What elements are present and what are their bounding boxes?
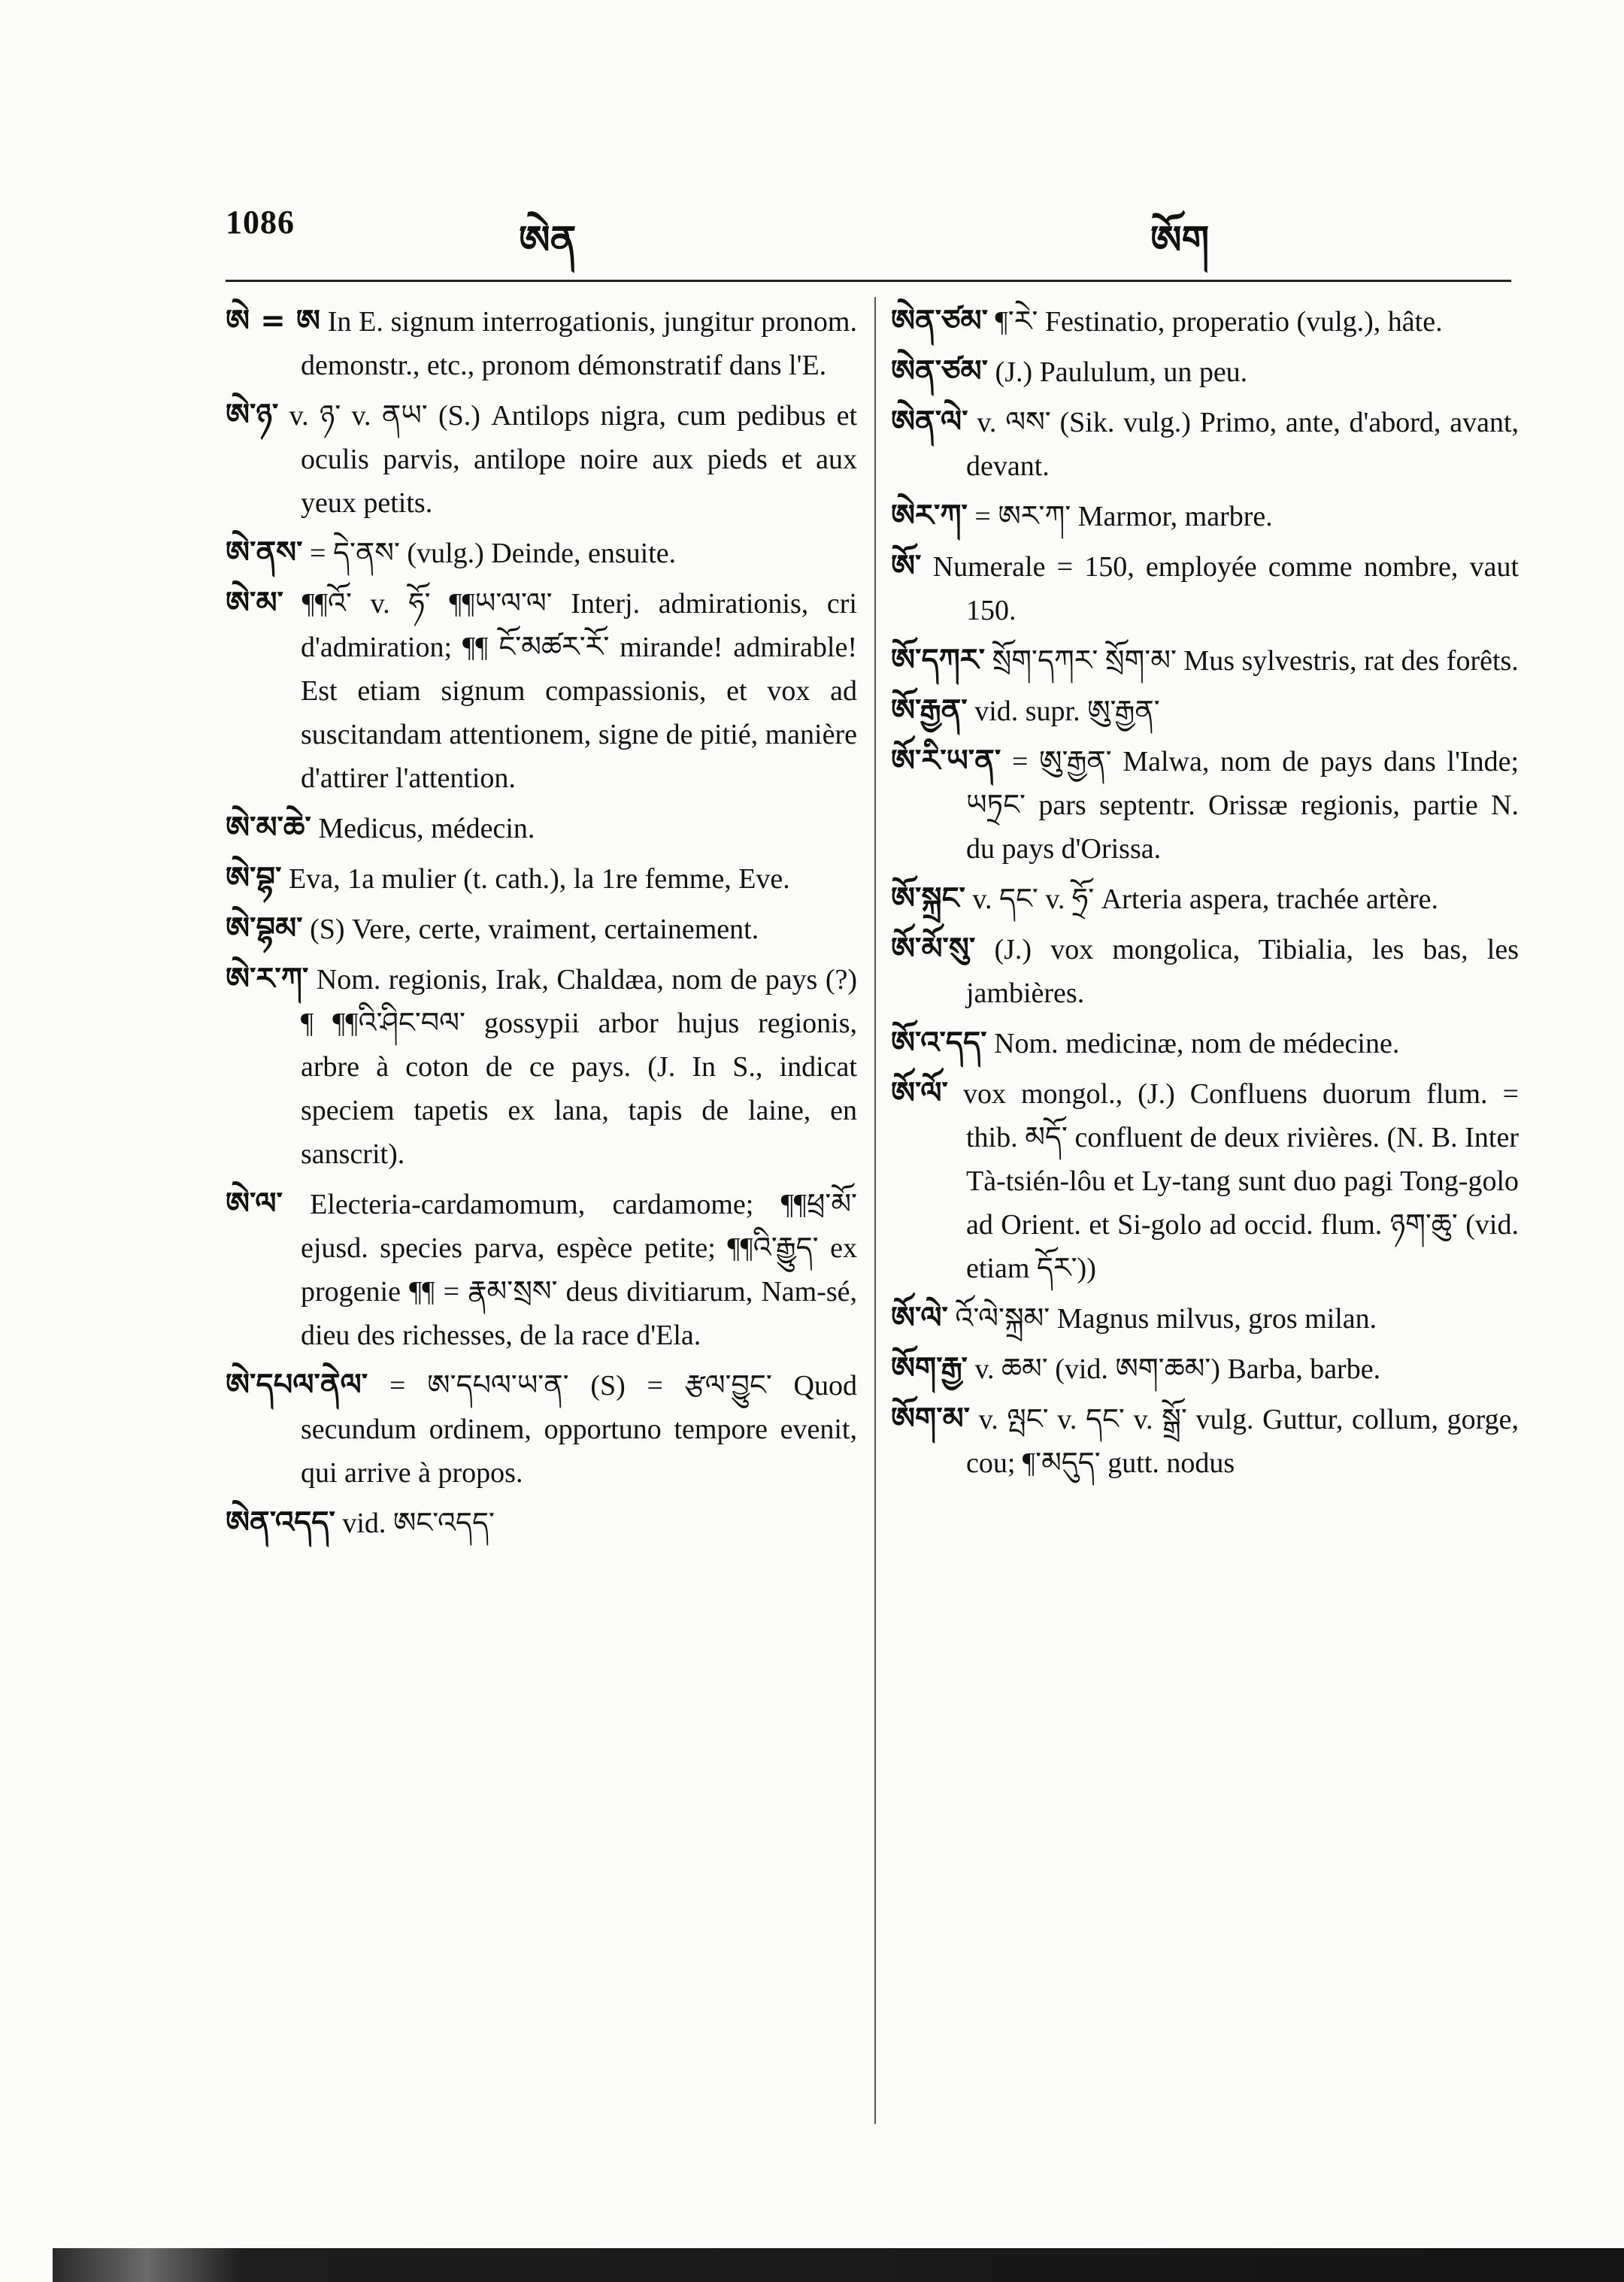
entry-headword: ཨེན་ཙམ་: [891, 354, 989, 389]
dictionary-entry: [891, 400, 1519, 488]
entry-definition: = ཨར་ཀ་ Marmor, marbre.: [974, 501, 1273, 532]
dictionary-entry: [226, 856, 857, 901]
entry-definition: v. ལྤང་ v. དང་ v. སྒྲོ་ vulg. Guttur, collum, gorge, cou; ¶་མདུད་ gutt. nodus: [966, 1404, 1519, 1479]
entry-definition: v. དང་ v. ཧྲོ་ Arteria aspera, trachée artère.: [972, 883, 1439, 915]
entry-headword: ཨེན་ལེ་: [891, 405, 968, 439]
entry-headword: ཨེ་མ་ཆེ་: [226, 811, 311, 845]
entry-headword: ཨེ་ཉ་: [226, 398, 279, 432]
dictionary-entry: [226, 393, 857, 525]
entry-definition: འོ་ལེ་སྐྲམ་ Magnus milvus, gros milan.: [955, 1303, 1377, 1335]
entry-headword: ཨེ་བྷམ་: [226, 911, 303, 946]
entry-headword: ཨོ་ལེ་: [891, 1301, 948, 1335]
dictionary-entry: [891, 1296, 1519, 1341]
dictionary-entry: [891, 1397, 1519, 1485]
left-column: [226, 299, 857, 1551]
dictionary-entry: [226, 806, 857, 850]
dictionary-entry: [891, 877, 1519, 921]
entry-headword: ཨོ་རྒྱན་: [891, 693, 968, 728]
dictionary-entry: [891, 350, 1519, 394]
entry-definition: Numerale = 150, employée comme nombre, vaut 150.: [932, 551, 1519, 626]
dictionary-entry: [891, 689, 1519, 733]
entry-headword: ཨོ་འ་དད་: [891, 1026, 987, 1060]
dictionary-entry: [891, 299, 1519, 344]
header-rule: [226, 280, 1511, 282]
dictionary-entry: [891, 638, 1519, 683]
dictionary-entry: [226, 1363, 857, 1495]
running-head-left: ཨེན: [519, 218, 577, 263]
entry-definition: v. ཆམ་ (vid. ཨག་ཆམ་) Barba, barbe.: [974, 1353, 1381, 1385]
entry-definition: (S) Vere, certe, vraiment, certainement.: [310, 914, 759, 945]
entry-headword: ཨེ་མ་: [226, 586, 283, 620]
entry-headword: ཨེར་ཀ་: [891, 499, 968, 533]
entry-definition: vid. ཨང་འདད་: [342, 1508, 495, 1539]
entry-definition: ¶་རེ་ Festinatio, properatio (vulg.), hâte.: [995, 306, 1443, 338]
entry-definition: v. ཉ་ v. ནཡ་ (S.) Antilops nigra, cum pedibus et oculis parvis, antilope noire aux pieds et aux yeux petits.: [289, 400, 858, 519]
dictionary-entry: [891, 739, 1519, 871]
entry-headword: ཨོ་ལོ་: [891, 1076, 948, 1111]
entry-definition: In E. signum interrogationis, jungitur pronom. demonstr., etc., pronom démonstratif dans l'E.: [301, 306, 857, 381]
dictionary-entry: [891, 1071, 1519, 1290]
entry-definition: vox mongol., (J.) Confluens duorum flum. = thib. མདོ་ confluent de deux rivières. (N. B. Inter Tà-tsién-lôu et Ly-tang sunt duo pagi Tong-golo ad Orient. et Si-golo ad occid. flum. ཉག་ཆུ་ (vid. etiam དོར་)): [962, 1078, 1519, 1284]
entry-definition: vid. supr. ཨུ་རྒྱན་: [974, 696, 1160, 727]
entry-definition: = ཨུ་རྒྱན་ Malwa, nom de pays dans l'Inde; ཡཏྲང་ pars septentr. Orissæ regionis, partie N. du pays d'Orissa.: [966, 746, 1519, 865]
entry-headword: ཨེ = ཨ: [226, 304, 320, 338]
entry-definition: Nom. medicinæ, nom de médecine.: [994, 1028, 1400, 1059]
entry-headword: ཨེན་ཙམ་: [891, 304, 989, 338]
dictionary-entry: [226, 957, 857, 1176]
entry-headword: ཨོ་དཀར་: [891, 643, 986, 677]
entry-definition: སྲོག་དཀར་ སྲོག་མ་ Mus sylvestris, rat des forêts.: [992, 645, 1519, 677]
entry-definition: Nom. regionis, Irak, Chaldæa, nom de pays (?) ¶ ¶¶འི་ཤིང་བལ་ gossypii arbor hujus regionis, arbre à coton de ce pays. (J. In S., indicat speciem tapetis ex lana, tapis de laine, en sanscrit).: [301, 964, 857, 1170]
entry-definition: Eva, 1a mulier (t. cath.), la 1re femme, Eve.: [288, 863, 790, 895]
entry-headword: ཨོག་རྒྱ་: [891, 1351, 968, 1386]
entry-headword: ཨེ་བྷ་: [226, 861, 282, 896]
dictionary-entry: [226, 907, 857, 951]
scan-edge-bar: [53, 2248, 1624, 2282]
dictionary-entry: [226, 1182, 857, 1357]
entry-definition: (J.) Paululum, un peu.: [995, 356, 1248, 388]
dictionary-entry: [891, 1021, 1519, 1065]
entry-definition: ¶¶འོ་ v. ཧོ་ ¶¶ཡ་ལ་ལ་ Interj. admirationis, cri d'admiration; ¶¶ ངོ་མཚར་རོ་ mirande! admirable! Est etiam signum compassionis, et vox ad suscitandam attentionem, signe de pitié, manière d'attirer l'attention.: [301, 588, 857, 794]
entry-definition: = དེ་ནས་ (vulg.) Deinde, ensuite.: [310, 538, 677, 569]
entry-headword: ཨོ་རི་ཡ་ན་: [891, 744, 1001, 778]
entry-headword: ཨེ་ལ་: [226, 1186, 283, 1221]
dictionary-entry: [226, 531, 857, 575]
entry-headword: ཨེ་ར་ཀ་: [226, 962, 309, 996]
dictionary-entry: [891, 1347, 1519, 1391]
entry-definition: Medicus, médecin.: [318, 813, 535, 844]
dictionary-entry: [226, 1501, 857, 1545]
entry-headword: ཨོ་སྐྲང་: [891, 881, 965, 916]
entry-definition: (J.) vox mongolica, Tibialia, les bas, les jambières.: [966, 934, 1519, 1009]
entry-headword: ཨེན་འདད་: [226, 1505, 335, 1540]
entry-headword: ཨོ་: [891, 549, 922, 583]
right-column: [891, 299, 1519, 1491]
dictionary-entry: [891, 544, 1519, 632]
entry-headword: ཨེ་དཔལ་ནེལ་: [226, 1368, 368, 1402]
entry-headword: ཨེ་ནས་: [226, 535, 303, 570]
dictionary-entry: [891, 494, 1519, 538]
running-head-right: ཨོག: [1150, 218, 1210, 263]
column-divider: [874, 297, 876, 2124]
entry-headword: ཨོ་མོ་སུ་: [891, 932, 976, 966]
entry-headword: ཨོག་མ་: [891, 1402, 971, 1436]
dictionary-entry: [891, 927, 1519, 1015]
entry-definition: v. ལས་ (Sik. vulg.) Primo, ante, d'abord, avant, devant.: [966, 407, 1519, 482]
dictionary-entry: [226, 581, 857, 800]
entry-definition: = ཨ་དཔལ་ཡ་ན་ (S) = རྩལ་བྱུང་ Quod secundum ordinem, opportuno tempore evenit, qui arrive à propos.: [301, 1370, 857, 1489]
entry-definition: Electeria-cardamomum, cardamome; ¶¶ཕྲ་མོ་ ejusd. species parva, espèce petite; ¶¶འི་རྒྱུད་ ex progenie ¶¶ = རྣམ་སྲས་ deus divitiarum, Nam-sé, dieu des richesses, de la race d'Ela.: [301, 1189, 857, 1351]
dictionary-entry: [226, 299, 857, 387]
page-number: 1086: [226, 204, 295, 241]
